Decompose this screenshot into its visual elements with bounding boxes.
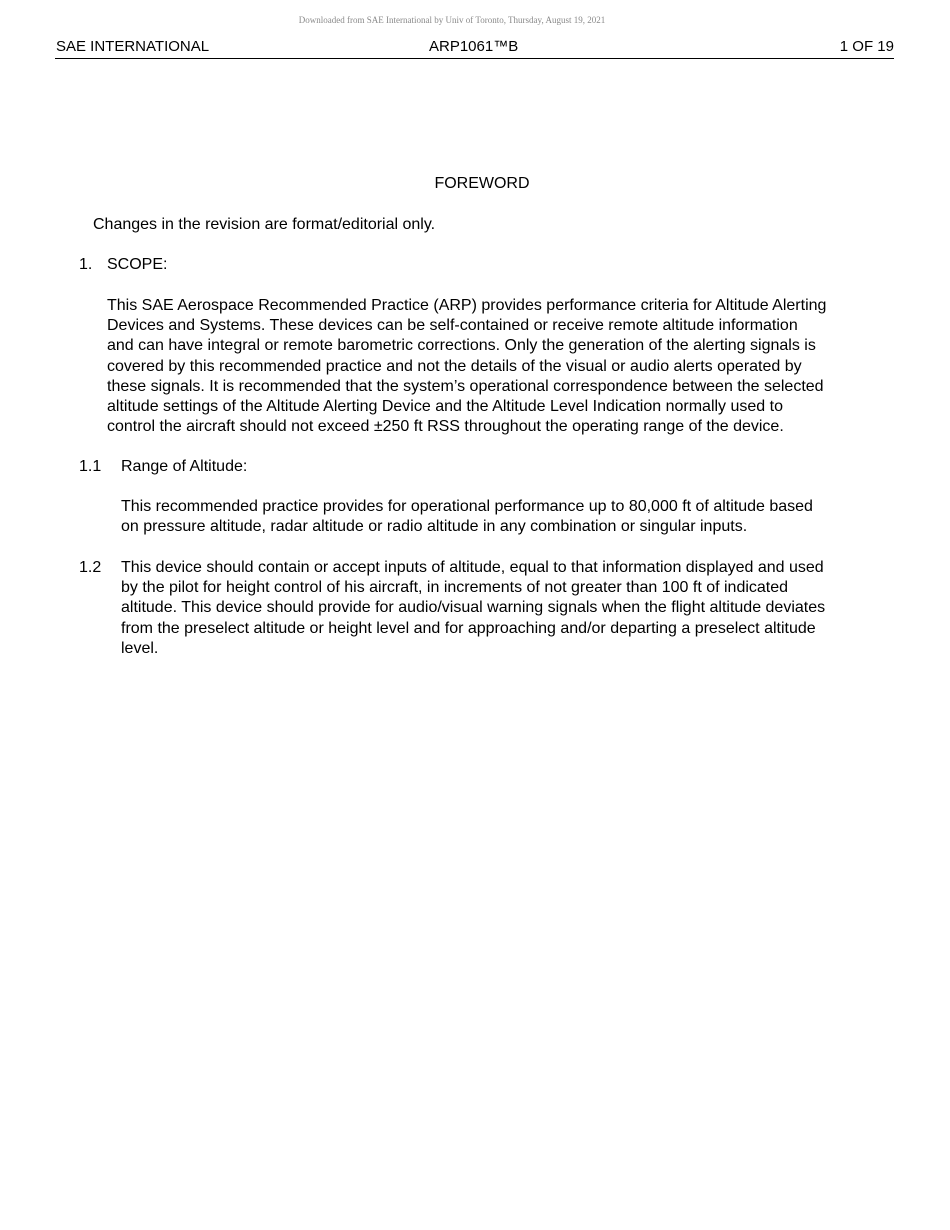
header-organization: SAE INTERNATIONAL (56, 38, 210, 55)
paragraph-line: on pressure altitude, radar altitude or radio altitude in any combination or singular inputs. (121, 518, 748, 536)
range-heading: Range of Altitude: (121, 458, 248, 475)
range-paragraph (121, 497, 881, 537)
scope-paragraph (107, 296, 877, 437)
inputs-paragraph (121, 558, 881, 659)
paragraph-line: by the pilot for height control of his aircraft, in increments of not greater than 100 ft of indicated (121, 579, 789, 597)
paragraph-line: and can have integral or remote barometric corrections. Only the generation of the alerting signals is (107, 337, 816, 355)
paragraph-line: Devices and Systems. These devices can be self-contained or receive remote altitude information (107, 317, 798, 335)
paragraph-line: altitude settings of the Altitude Alerting Device and the Altitude Level Indication normally used to (107, 398, 783, 416)
inputs-number: 1.2 (79, 559, 102, 576)
scope-heading: SCOPE: (107, 256, 168, 273)
paragraph-line: level. (121, 639, 159, 657)
paragraph-line: control the aircraft should not exceed ±250 ft RSS throughout the operating range of the device. (107, 418, 784, 436)
scope-number: 1. (79, 256, 93, 273)
page-header (55, 38, 894, 59)
paragraph-line: altitude. This device should provide for audio/visual warning signals when the flight altitude deviates (121, 599, 826, 617)
paragraph-line: This device should contain or accept inputs of altitude, equal to that information displayed and used (121, 559, 824, 576)
header-page-number: 1 OF 19 (839, 38, 894, 55)
paragraph-line: This SAE Aerospace Recommended Practice (ARP) provides performance criteria for Altitude Alerting (107, 297, 827, 314)
paragraph-line: This recommended practice provides for operational performance up to 80,000 ft of altitude based (121, 498, 813, 515)
paragraph-line: from the preselect altitude or height level and for approaching and/or departing a preselect altitude (121, 619, 816, 637)
foreword-text: Changes in the revision are format/editorial only. (93, 216, 436, 233)
paragraph-line: these signals. It is recommended that the system’s operational correspondence between the selected (107, 377, 824, 395)
foreword-title: FOREWORD (434, 175, 530, 192)
paragraph-line: covered by this recommended practice and not the details of the visual or audio alerts operated by (107, 357, 802, 375)
header-document-id: ARP1061™B (429, 38, 519, 55)
range-number: 1.1 (79, 458, 102, 475)
download-watermark: Downloaded from SAE International by Univ of Toronto, Thursday, August 19, 2021 (298, 15, 606, 25)
